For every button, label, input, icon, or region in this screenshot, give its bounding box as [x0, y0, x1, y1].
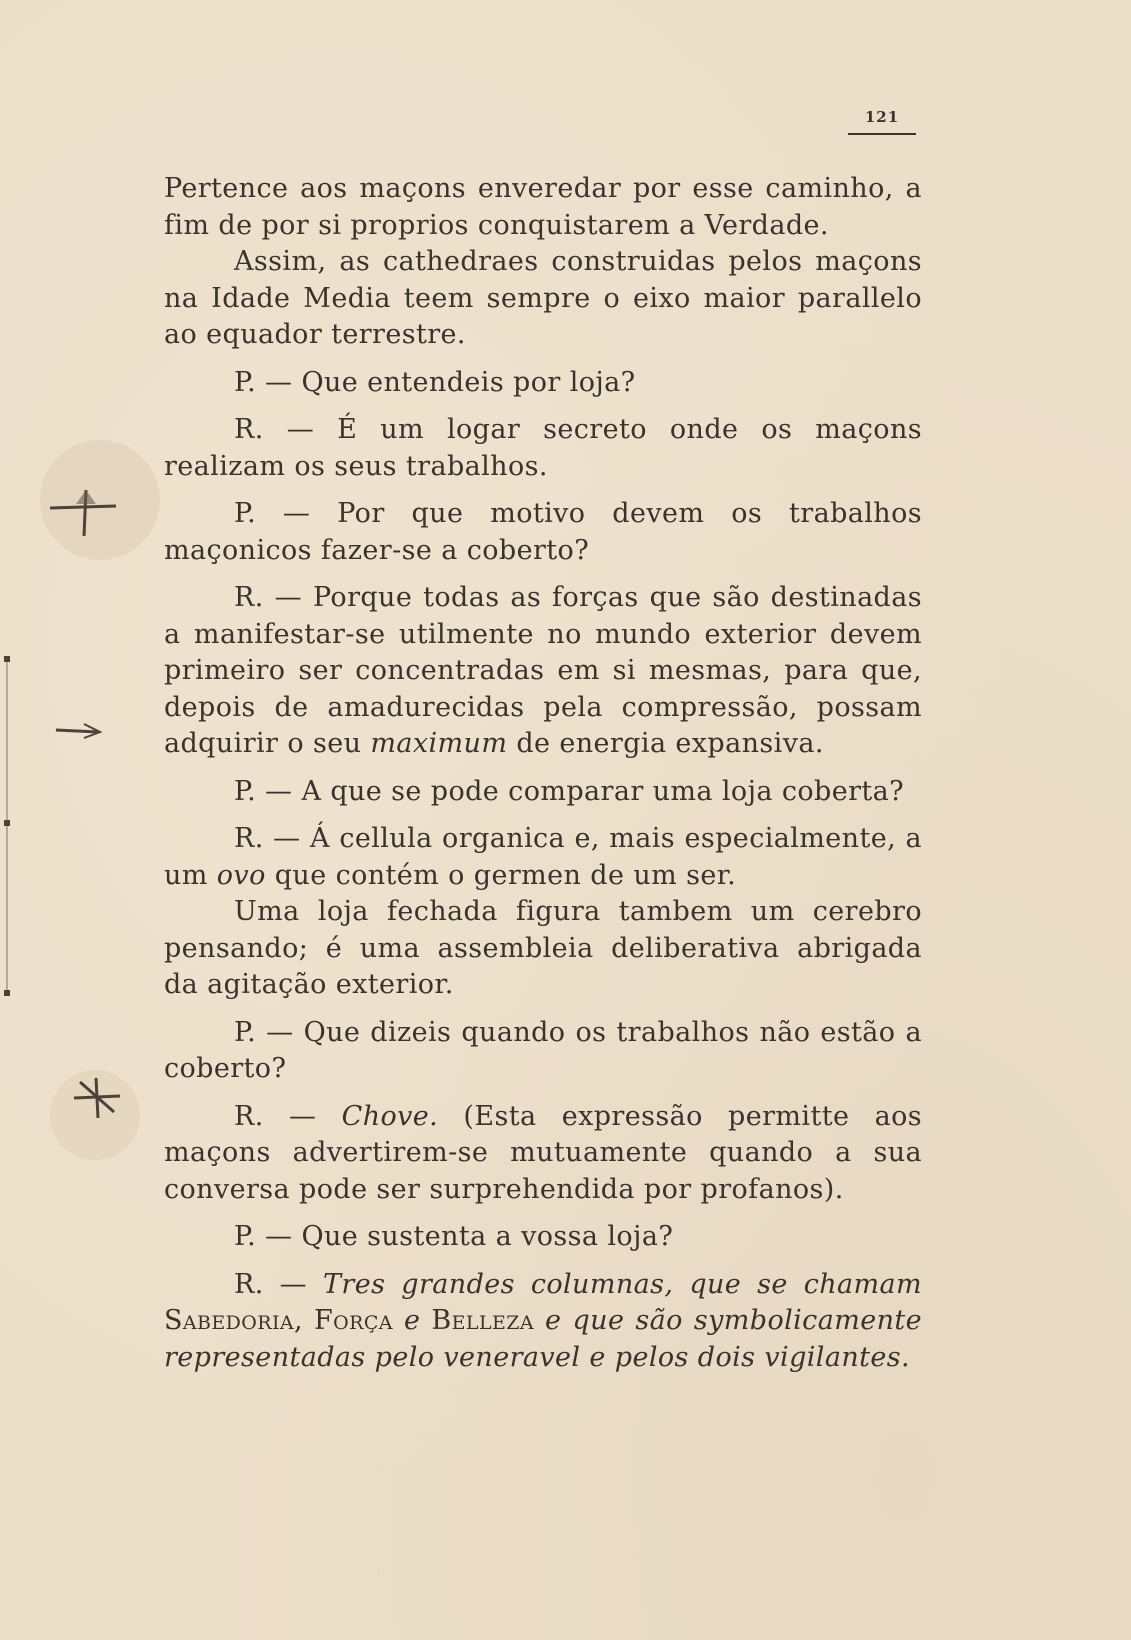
cross-mark-icon	[46, 470, 126, 540]
answer: R. — Á cellula organica e, mais especialmente, a um ovo que contém o germen de um ser.	[164, 823, 922, 891]
question: P. — Que dizeis quando os trabalhos não estão a coberto?	[164, 1016, 922, 1084]
answer: R. — Chove. (Esta expressão permitte aos maçons advertirem-se mutuamente quando a sua conversa pode ser surprehendida por profanos).	[164, 1100, 922, 1205]
answer: R. — É um logar secreto onde os maçons realizam os seus trabalhos.	[164, 414, 922, 482]
answer: R. — Porque todas as forças que são destinadas a manifestar-se utilmente no mundo exterior devem primeiro ser concentradas em si mesmas, para que, depois de amadurecidas pela compressão, possam adquirir o seu maximum de energia expansiva.	[164, 582, 922, 759]
page-number: 121	[864, 108, 900, 126]
paragraph: Assim, as cathedraes construidas pelos maçons na Idade Media teem sempre o eixo maior parallelo ao equador terrestre.	[164, 246, 922, 350]
paragraph: Uma loja fechada figura tambem um cerebro pensando; é uma assembleia deliberativa abrigada da agitação exterior.	[164, 896, 922, 1000]
star-mark-icon	[70, 1072, 126, 1122]
question: P. — Por que motivo devem os trabalhos maçonicos fazer-se a coberto?	[164, 498, 922, 566]
page-number-rule	[848, 133, 916, 135]
body-text	[164, 171, 922, 1376]
question: P. — A que se pode comparar uma loja coberta?	[234, 775, 905, 807]
paragraph: Pertence aos maçons enveredar por esse caminho, a fim de por si proprios conquistarem a Verdade.	[164, 173, 922, 241]
margin-line	[6, 660, 8, 990]
margin-tick	[4, 990, 10, 996]
question: P. — Que sustenta a vossa loja?	[234, 1221, 674, 1252]
answer: R. — Tres grandes columnas, que se chamam Sabedoria, Força e Belleza e que são symbolicamente representadas pelo veneravel e pelos dois vigilantes.	[164, 1268, 923, 1373]
arrow-mark-icon	[54, 718, 104, 742]
question: P. — Que entendeis por loja?	[234, 366, 636, 398]
